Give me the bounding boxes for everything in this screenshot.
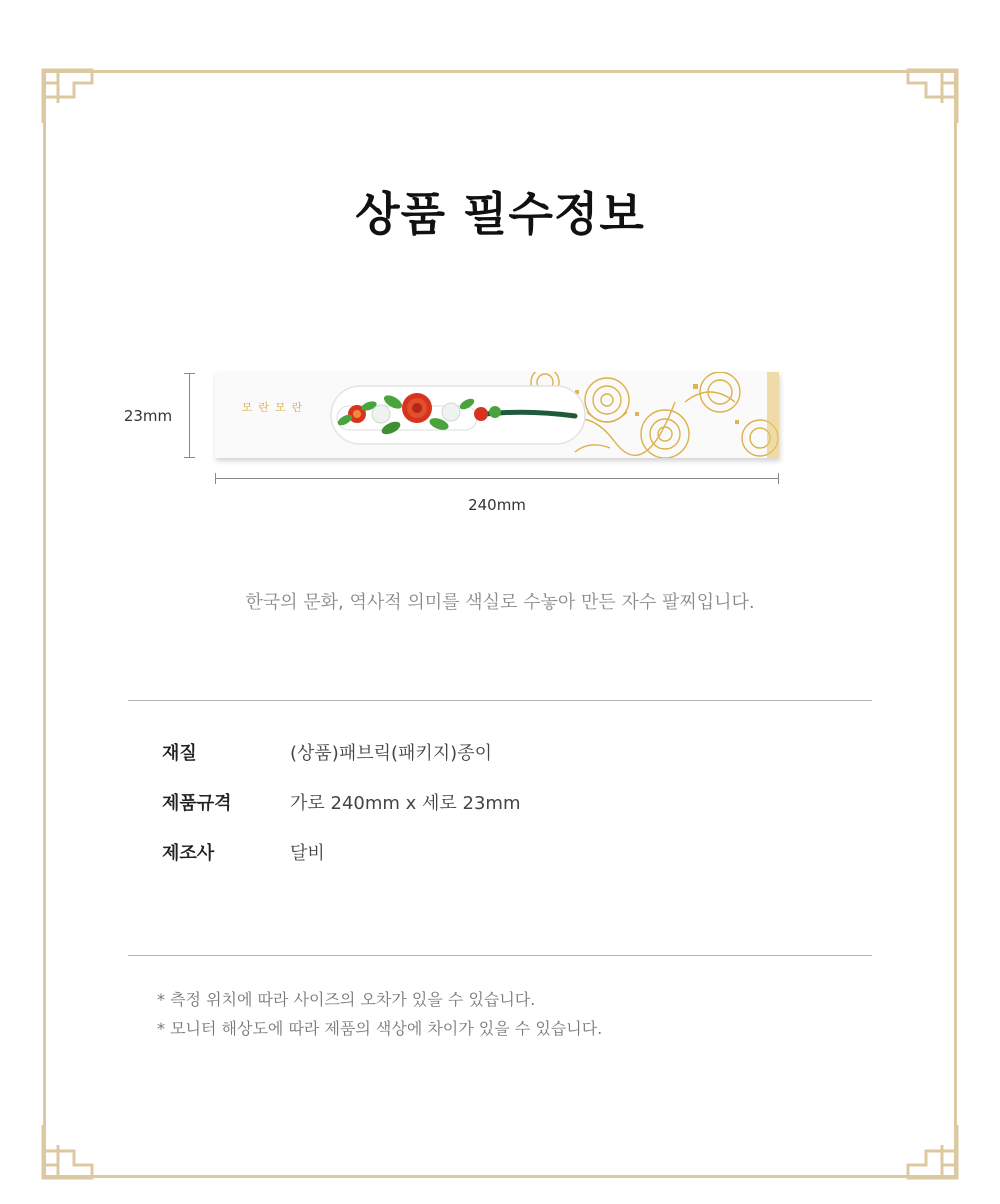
height-dimension-cap (184, 457, 195, 458)
frame-corner-ornament (904, 67, 960, 123)
product-description: 한국의 문화, 역사적 의미를 색실로 수놓아 만든 자수 팔찌입니다. (245, 592, 755, 613)
page-title: 상품 필수정보 (355, 187, 645, 241)
divider (128, 955, 872, 956)
spec-value: 가로 240mm x 세로 23mm (290, 793, 521, 814)
note-text: * 측정 위치에 따라 사이즈의 오차가 있을 수 있습니다. (157, 990, 536, 1009)
spec-label: 제조사 (162, 843, 215, 864)
width-dimension-label: 240mm (468, 496, 526, 514)
spec-label: 제품규격 (162, 793, 232, 814)
height-dimension-cap (184, 373, 195, 374)
package-brand-text: 모란모란 (241, 401, 309, 414)
height-dimension-line (189, 373, 190, 458)
divider (128, 700, 872, 701)
width-dimension-cap (778, 473, 779, 484)
width-dimension-line (215, 478, 779, 479)
frame-corner-ornament (40, 67, 96, 123)
frame-corner-ornament (904, 1125, 960, 1181)
height-dimension-label: 23mm (123, 407, 173, 425)
product-image (215, 372, 779, 458)
note-text: * 모니터 해상도에 따라 제품의 색상에 차이가 있을 수 있습니다. (157, 1019, 603, 1038)
spec-value: 달비 (290, 843, 325, 864)
spec-row-material (162, 739, 842, 765)
spec-label: 재질 (162, 743, 197, 764)
spec-row-size (162, 789, 842, 815)
width-dimension-cap (215, 473, 216, 484)
frame-corner-ornament (40, 1125, 96, 1181)
spec-row-manufacturer (162, 839, 842, 865)
spec-value: (상품)패브릭(패키지)종이 (290, 743, 492, 764)
